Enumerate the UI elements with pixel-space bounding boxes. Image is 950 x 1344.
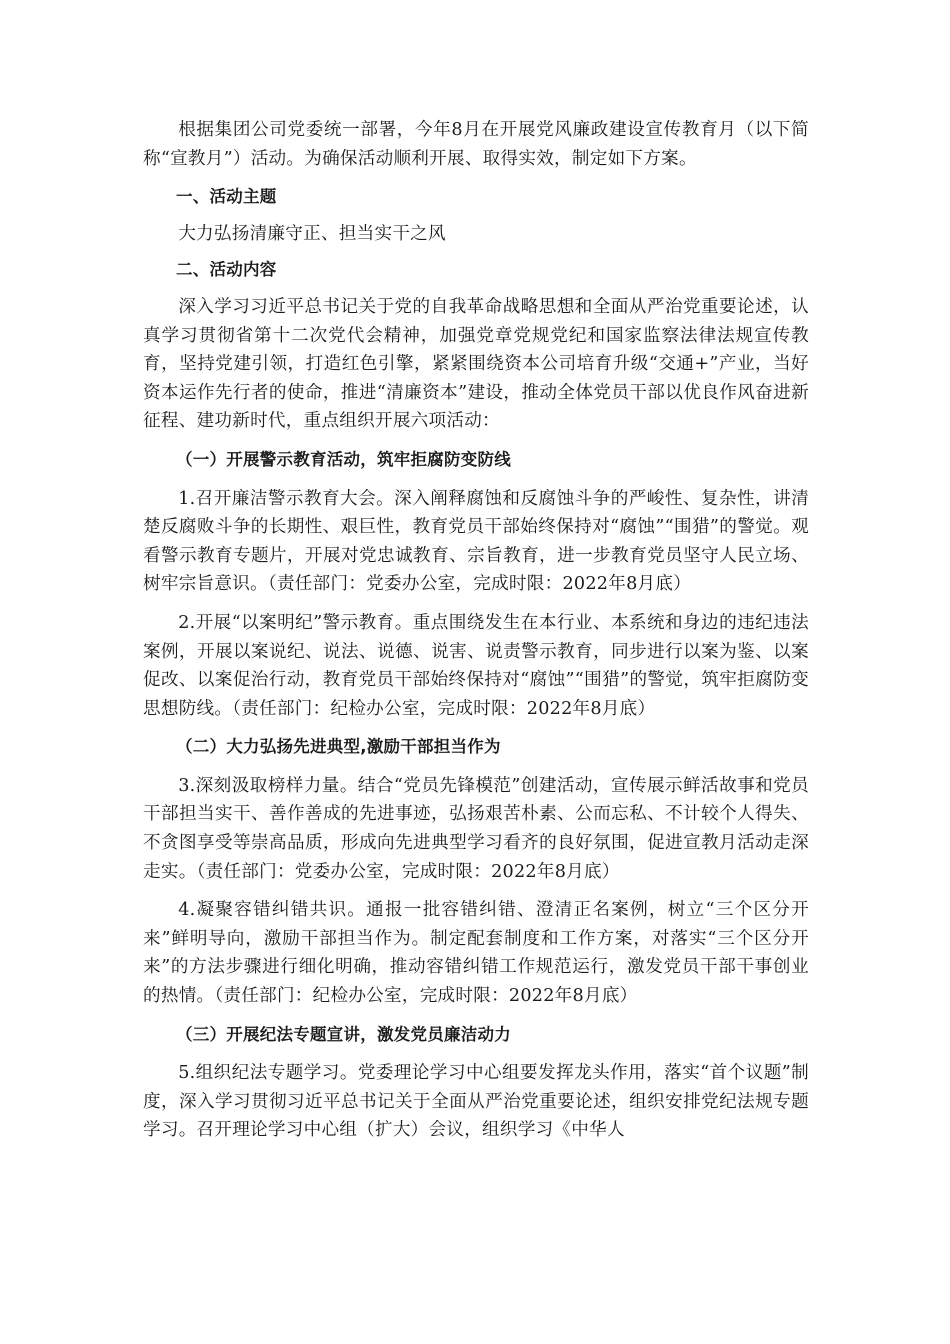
theme-paragraph: 大力弘扬清廉守正、担当实干之风 <box>178 223 446 244</box>
item-paragraph-2: 2.开展“以案明纪”警示教育。重点围绕发生在本行业、本系统和身边的违纪违法案例，开展以案说纪、说法、说德、说害、说责警示教育，同步进行以案为鉴、以案促改、以案促治行动，教育党员干部始终保持对“腐蚀”“围猎”的警觉，筑牢拒腐防变思想防线。（责任部门：纪检办公室，完成时限：2022年8月底） <box>143 612 809 719</box>
subsection-heading-lectures: （三）开展纪法专题宣讲，激发党员廉洁动力 <box>176 1024 511 1044</box>
content-intro-paragraph: 深入学习习近平总书记关于党的自我革命战略思想和全面从严治党重要论述，认真学习贯彻省第十二次党代会精神，加强党章党规党纪和国家监察法律法规宣传教育，坚持党建引领，打造红色引擎，紧紧围绕资本公司培育升级“交通+”产业，当好资本运作先行者的使命，推进“清廉资本”建设，推动全体党员干部以优良作风奋进新征程、建功新时代，重点组织开展六项活动： <box>143 296 809 432</box>
section-heading-theme: 一、活动主题 <box>176 187 277 207</box>
section-heading-content: 二、活动内容 <box>176 260 277 280</box>
document-body <box>143 116 809 1155</box>
intro-paragraph: 根据集团公司党委统一部署，今年8月在开展党风廉政建设宣传教育月（以下简称“宣教月”）活动。为确保活动顺利开展、取得实效，制定如下方案。 <box>143 120 809 169</box>
item-paragraph-5: 5.组织纪法专题学习。党委理论学习中心组要发挥龙头作用，落实“首个议题”制度，深入学习贯彻习近平总书记关于全面从严治党重要论述，组织安排党纪法规专题学习。召开理论学习中心组（扩大）会议，组织学习《中华人 <box>143 1063 809 1141</box>
subsection-heading-models: （二）大力弘扬先进典型,激励干部担当作为 <box>176 737 501 757</box>
item-paragraph-4: 4.凝聚容错纠错共识。通报一批容错纠错、澄清正名案例，树立“三个区分开来”鲜明导向，激励干部担当作为。制定配套制度和工作方案，对落实“三个区分开来”的方法步骤进行细化明确，推动容错纠错工作规范运行，激发党员干部干事创业的热情。（责任部门：纪检办公室，完成时限：2022年8月底） <box>143 900 809 1007</box>
item-paragraph-1: 1.召开廉洁警示教育大会。深入阐释腐蚀和反腐蚀斗争的严峻性、复杂性，讲清楚反腐败斗争的长期性、艰巨性，教育党员干部始终保持对“腐蚀”“围猎”的警觉。观看警示教育专题片，开展对党忠诚教育、宗旨教育，进一步教育党员坚守人民立场、树牢宗旨意识。（责任部门：党委办公室，完成时限：2022年8月底） <box>143 488 809 595</box>
subsection-heading-warning: （一）开展警示教育活动，筑牢拒腐防变防线 <box>176 449 511 469</box>
item-paragraph-3: 3.深刻汲取榜样力量。结合“党员先锋模范”创建活动，宣传展示鲜活故事和党员干部担当实干、善作善成的先进事迹，弘扬艰苦朴素、公而忘私、不计较个人得失、不贪图享受等崇高品质，形成向先进典型学习看齐的良好氛围，促进宣教月活动走深走实。（责任部门：党委办公室，完成时限：2022年8月底） <box>143 775 809 882</box>
